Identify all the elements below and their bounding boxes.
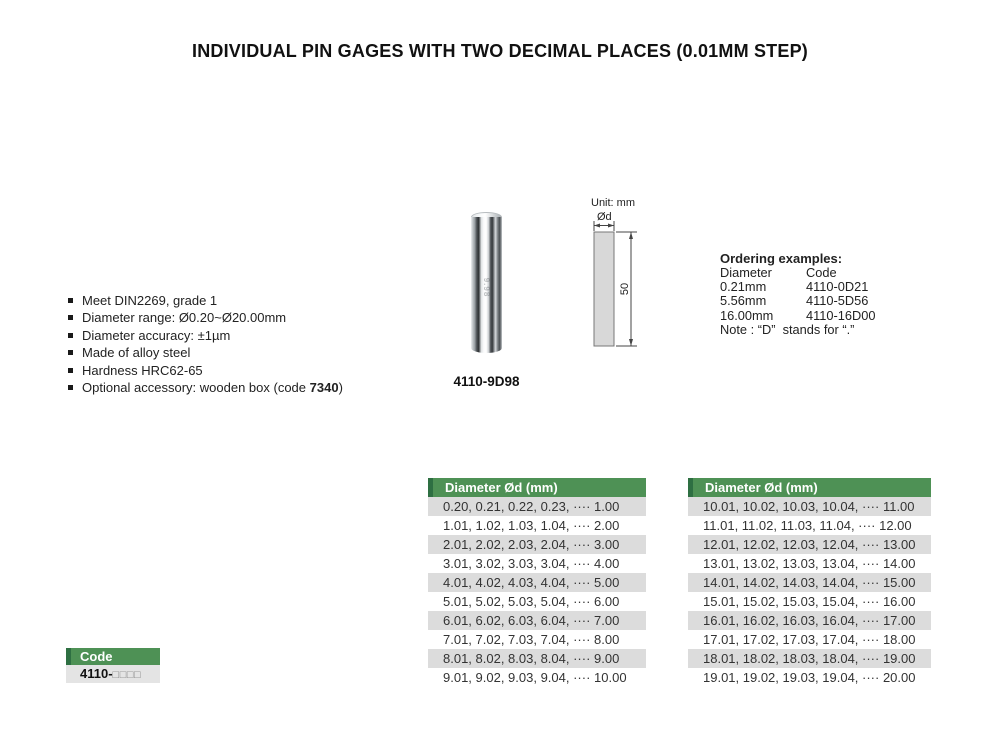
ordering-title: Ordering examples: — [720, 251, 843, 266]
table-row: 12.01, 12.02, 12.03, 12.04, ···· 13.00 — [688, 535, 931, 554]
square-bullet-icon — [68, 315, 73, 320]
feature-text: Hardness HRC62-65 — [82, 362, 203, 378]
diameter-table-left — [428, 478, 646, 687]
diameter-table-right — [688, 478, 931, 687]
table-row: 4.01, 4.02, 4.03, 4.04, ···· 5.00 — [428, 573, 646, 592]
ordering-diameter: 0.21mm — [720, 279, 767, 295]
table-row: 11.01, 11.02, 11.03, 11.04, ···· 12.00 — [688, 516, 931, 535]
table-row: 15.01, 15.02, 15.03, 15.04, ···· 16.00 — [688, 592, 931, 611]
feature-item — [68, 362, 343, 379]
ordering-note: Note : “D” stands for “.” — [720, 321, 855, 337]
pin-engraving: 9.98 — [482, 277, 491, 298]
table-header: Diameter Ød (mm) — [688, 478, 931, 497]
code-block-header: Code — [66, 648, 160, 665]
code-block-value — [66, 665, 160, 683]
order-code-block — [66, 648, 160, 683]
accessory-code: 7340 — [309, 380, 339, 396]
diameter-dim-label: Ød — [597, 211, 612, 223]
table-row: 6.01, 6.02, 6.03, 6.04, ···· 7.00 — [428, 611, 646, 630]
table-row: 2.01, 2.02, 2.03, 2.04, ···· 3.00 — [428, 535, 646, 554]
table-row: 1.01, 1.02, 1.03, 1.04, ···· 2.00 — [428, 516, 646, 535]
square-bullet-icon — [68, 385, 73, 390]
arrow-down-icon — [629, 339, 633, 346]
ordering-row — [720, 294, 876, 308]
feature-item — [68, 292, 343, 309]
ordering-code: 4110-16D00 — [806, 307, 876, 323]
page-title: INDIVIDUAL PIN GAGES WITH TWO DECIMAL PLACES (0.01MM STEP) — [192, 41, 808, 61]
ordering-header-row — [720, 266, 876, 280]
arrow-left-icon — [594, 224, 600, 228]
arrow-right-icon — [608, 224, 614, 228]
feature-text: Made of alloy steel — [82, 345, 191, 361]
feature-list — [68, 292, 343, 396]
ordering-row — [720, 280, 876, 294]
square-bullet-icon — [68, 298, 73, 303]
feature-item-optional-accessory — [68, 379, 343, 396]
square-bullet-icon — [68, 333, 73, 338]
table-row: 0.20, 0.21, 0.22, 0.23, ···· 1.00 — [428, 497, 646, 516]
length-dim-label: 50 — [619, 282, 631, 296]
table-row: 16.01, 16.02, 16.03, 16.04, ···· 17.00 — [688, 611, 931, 630]
dimension-drawing — [577, 190, 652, 355]
ordering-diameter: 16.00mm — [720, 307, 774, 323]
square-bullet-icon — [68, 368, 73, 373]
square-bullet-icon — [68, 350, 73, 355]
unit-label: Unit: mm — [591, 197, 635, 209]
feature-text: Diameter accuracy: ±1µm — [82, 327, 231, 343]
ordering-col-code: Code — [806, 265, 837, 280]
ordering-col-diameter: Diameter — [720, 265, 772, 280]
table-row: 5.01, 5.02, 5.03, 5.04, ···· 6.00 — [428, 592, 646, 611]
table-header: Diameter Ød (mm) — [428, 478, 646, 497]
pin-outline — [594, 232, 614, 346]
feature-text: ) — [338, 380, 343, 396]
product-code-label: 4110-9D98 — [453, 374, 520, 389]
arrow-up-icon — [629, 232, 633, 239]
table-row: 14.01, 14.02, 14.03, 14.04, ···· 15.00 — [688, 573, 931, 592]
feature-item — [68, 327, 343, 344]
table-row: 13.01, 13.02, 13.03, 13.04, ···· 14.00 — [688, 554, 931, 573]
table-row: 19.01, 19.02, 19.03, 19.04, ···· 20.00 — [688, 668, 931, 687]
ordering-row — [720, 309, 876, 323]
ordering-diameter: 5.56mm — [720, 293, 767, 309]
ordering-code: 4110-5D56 — [806, 293, 869, 309]
ordering-examples — [720, 251, 876, 337]
table-row: 7.01, 7.02, 7.03, 7.04, ···· 8.00 — [428, 630, 646, 649]
ordering-code: 4110-0D21 — [806, 279, 869, 295]
feature-item — [68, 344, 343, 361]
table-row: 8.01, 8.02, 8.03, 8.04, ···· 9.00 — [428, 649, 646, 668]
code-placeholder-boxes: □□□□ — [112, 669, 142, 681]
feature-text: Diameter range: Ø0.20~Ø20.00mm — [82, 310, 287, 326]
table-row: 17.01, 17.02, 17.03, 17.04, ···· 18.00 — [688, 630, 931, 649]
feature-text: Meet DIN2269, grade 1 — [82, 293, 218, 308]
table-row: 10.01, 10.02, 10.03, 10.04, ···· 11.00 — [688, 497, 931, 516]
table-row: 18.01, 18.02, 18.03, 18.04, ···· 19.00 — [688, 649, 931, 668]
table-row: 9.01, 9.02, 9.03, 9.04, ···· 10.00 — [428, 668, 646, 687]
feature-text: Optional accessory: wooden box (code — [82, 380, 310, 396]
table-row: 3.01, 3.02, 3.03, 3.04, ···· 4.00 — [428, 554, 646, 573]
code-prefix: 4110- — [80, 666, 113, 681]
feature-item — [68, 309, 343, 326]
